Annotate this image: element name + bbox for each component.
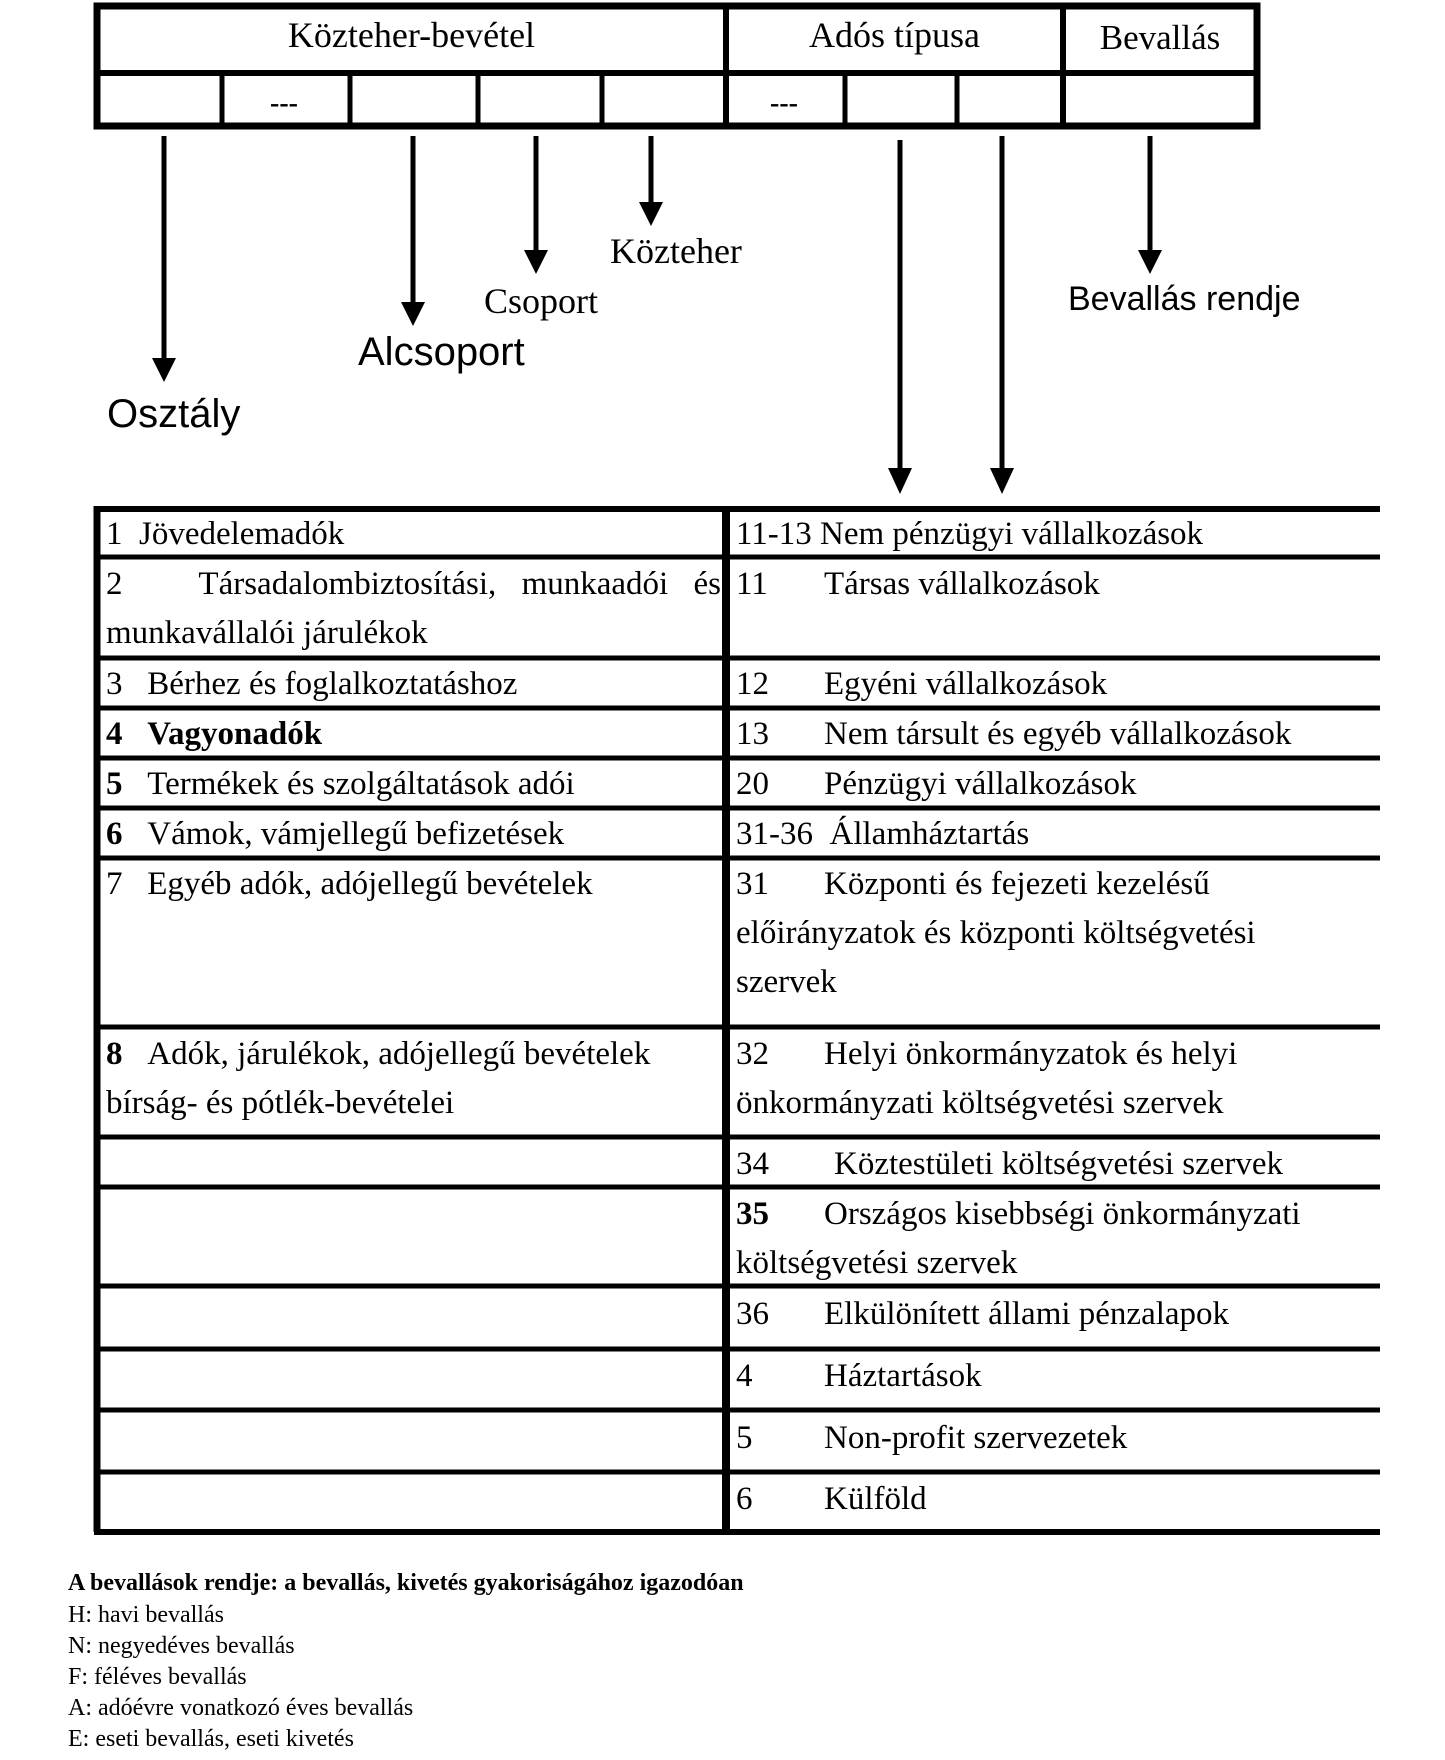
ados-row-13: 13 Nem társult és egyéb vállalkozások bbox=[736, 716, 1292, 752]
osztaly-row-5: 5 Termékek és szolgáltatások adói bbox=[106, 766, 575, 802]
header-bevallas: Bevallás bbox=[1099, 18, 1221, 57]
osztaly-row-8: 8 Adók, járulékok, adójellegű bevételek bírság- és pótlék-bevételei bbox=[106, 1036, 651, 1121]
header-kozteher-bevetel: Közteher-bevétel bbox=[287, 15, 536, 55]
subcell-dash: --- bbox=[770, 88, 798, 119]
subcell-dash: --- bbox=[270, 88, 298, 119]
legend-item: H: havi bevallás bbox=[68, 1602, 224, 1628]
ados-row-32: 32 Helyi önkormányzatok és helyi önkormányzati költségvetési szervek bbox=[736, 1036, 1238, 1121]
ados-row-31-36: 31-36 Államháztartás bbox=[736, 816, 1030, 852]
label-kozteher: Közteher bbox=[610, 231, 742, 271]
osztaly-row-6: 6 Vámok, vámjellegű befizetések bbox=[106, 816, 565, 852]
ados-row-12: 12 Egyéni vállalkozások bbox=[736, 666, 1108, 702]
osztaly-row-1: 1 Jövedelemadók bbox=[106, 516, 345, 552]
ados-row-20: 20 Pénzügyi vállalkozások bbox=[736, 766, 1137, 802]
ados-row-11-13: 11-13 Nem pénzügyi vállalkozások bbox=[736, 516, 1204, 552]
label-alcsoport: Alcsoport bbox=[358, 330, 525, 374]
osztaly-row-4: 4 Vagyonadók bbox=[106, 716, 323, 752]
ados-row-11: 11 Társas vállalkozások bbox=[736, 566, 1100, 602]
legend-item: F: féléves bevallás bbox=[68, 1664, 247, 1690]
ados-row-4: 4 Háztartások bbox=[736, 1358, 982, 1394]
ados-row-6: 6 Külföld bbox=[736, 1481, 927, 1517]
legend-item: E: eseti bevallás, eseti kivetés bbox=[68, 1726, 354, 1752]
osztaly-row-3: 3 Bérhez és foglalkoztatáshoz bbox=[106, 666, 518, 702]
label-osztaly: Osztály bbox=[107, 392, 241, 436]
ados-row-35: 35 Országos kisebbségi önkormányzati költségvetési szervek bbox=[736, 1196, 1301, 1281]
ados-row-36: 36 Elkülönített állami pénzalapok bbox=[736, 1296, 1230, 1332]
legend-title: A bevallások rendje: a bevallás, kivetés gyakoriságához igazodóan bbox=[68, 1570, 744, 1596]
ados-row-5: 5 Non-profit szervezetek bbox=[736, 1420, 1128, 1456]
osztaly-row-2: 2 Társadalombiztosítási, munkaadói és munkavállalói járulékok bbox=[106, 566, 721, 651]
osztaly-row-7: 7 Egyéb adók, adójellegű bevételek bbox=[106, 866, 593, 902]
label-bevallas-rendje: Bevallás rendje bbox=[1068, 280, 1301, 318]
ados-row-34: 34 Köztestületi költségvetési szervek bbox=[736, 1146, 1284, 1182]
label-csoport: Csoport bbox=[484, 281, 599, 321]
legend-item: N: negyedéves bevallás bbox=[68, 1633, 295, 1659]
ados-row-31: 31 Központi és fejezeti kezelésű előirányzatok és központi költségvetési szervek bbox=[736, 866, 1256, 1000]
legend-item: A: adóévre vonatkozó éves bevallás bbox=[68, 1695, 414, 1721]
header-ados-tipusa: Adós típusa bbox=[809, 15, 980, 55]
